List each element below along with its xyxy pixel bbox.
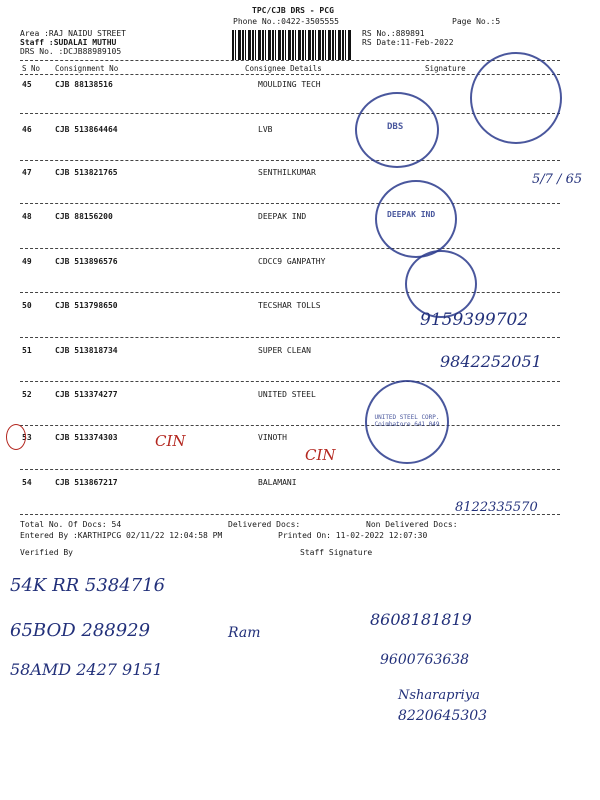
handwritten-phone: 8608181819 [370,610,472,629]
handwritten-phone: 9842252051 [440,352,542,371]
area-label: Area :RAJ NAIDU STREET [20,29,126,38]
printed-on: Printed On: 11-02-2022 12:07:30 [278,531,428,540]
phone-number: Phone No.:0422-3505555 [233,17,339,26]
row-consignee: DEEPAK IND [258,212,307,221]
table-row [0,478,600,498]
row-consignment: CJB 513818734 [55,346,118,355]
drs-number: DRS No. :DCJB88989105 [20,47,122,56]
divider [20,337,560,338]
page-number: Page No.:5 [452,17,501,26]
row-consignment: CJB 513864464 [55,125,118,134]
handwritten-code: 58AMD 2427 9151 [10,660,163,679]
divider [20,425,560,426]
divider [20,203,560,204]
stamp-text: DBS [387,122,404,132]
staff-signature-label: Staff Signature [300,548,373,557]
handwritten-cin: CIN [155,432,186,450]
row-sno: 54 [22,478,32,487]
staff-label: Staff :SUDALAI MUTHU [20,38,117,47]
row-consignee: LVB [258,125,273,134]
total-docs: Total No. Of Docs: 54 [20,520,122,529]
non-delivered-docs: Non Delivered Docs: [366,520,458,529]
table-row [0,212,600,232]
row-sno: 52 [22,390,32,399]
handwritten-name: Ram [228,625,261,641]
rs-date: RS Date:11-Feb-2022 [362,38,454,47]
handwritten-phone: 9600763638 [380,652,470,668]
row-consignment: CJB 88138516 [55,80,113,89]
handwritten-note: 5/7 / 65 [532,172,583,187]
table-row [0,433,600,453]
row-sno: 47 [22,168,32,177]
row-consignee: BALAMANI [258,478,297,487]
round-stamp [405,250,477,318]
company-stamp [470,52,562,144]
row-consignment: CJB 513867217 [55,478,118,487]
handwritten-phone: 9159399702 [420,310,529,330]
handwritten-phone: 8122335570 [455,500,538,515]
row-consignment: CJB 513821765 [55,168,118,177]
row-consignment: CJB 513374277 [55,390,118,399]
row-consignment: CJB 513896576 [55,257,118,266]
delivered-docs: Delivered Docs: [228,520,301,529]
row-sno: 46 [22,125,32,134]
row-sno: 48 [22,212,32,221]
verified-by: Verified By [20,548,73,557]
row-consignee: MOULDING TECH [258,80,321,89]
handwritten-name: Nsharapriya [398,688,480,703]
row-sno: 50 [22,301,32,310]
divider [20,60,560,61]
row-consignee: SENTHILKUMAR [258,168,316,177]
row-consignment: CJB 513798650 [55,301,118,310]
table-row [0,257,600,277]
handwritten-cin: CIN [305,446,336,464]
handwritten-phone: 8220645303 [398,708,488,724]
row-consignee: SUPER CLEAN [258,346,311,355]
row-consignment: CJB 88156200 [55,212,113,221]
col-consignee: Consignee Details [245,64,322,73]
divider [20,160,560,161]
table-row [0,168,600,188]
row-sno: 45 [22,80,32,89]
handwritten-code: 65BOD 288929 [10,620,151,641]
col-signature: Signature [425,64,466,73]
divider [20,469,560,470]
barcode [232,30,352,60]
entered-by: Entered By :KARTHIPCG 02/11/22 12:04:58 PM [20,531,223,540]
dbs-stamp [355,92,439,168]
row-sno: 53 [22,433,32,442]
united-steel-stamp [365,380,449,464]
col-sno: S No [22,64,41,73]
document-title: TPC/CJB DRS - PCG [252,6,334,15]
stamp-text: UNITED STEEL CORP. Coimbatore 641 049 [374,414,440,428]
row-sno: 49 [22,257,32,266]
row-consignee: UNITED STEEL [258,390,316,399]
row-consignment: CJB 513374303 [55,433,118,442]
handwritten-code: 54K RR 5384716 [10,575,166,596]
table-row [0,390,600,410]
row-sno: 51 [22,346,32,355]
divider [20,381,560,382]
row-consignee: TECSHAR TOLLS [258,301,321,310]
divider [20,292,560,293]
row-consignee: CDCC9 GANPATHY [258,257,326,266]
row-consignee: VINOTH [258,433,287,442]
stamp-text: DEEPAK IND [387,210,436,219]
col-consignment: Consignment No [55,64,119,73]
divider [20,248,560,249]
rs-number: RS No.:889891 [362,29,425,38]
red-circle-mark [6,424,26,450]
deepak-stamp [375,180,457,258]
